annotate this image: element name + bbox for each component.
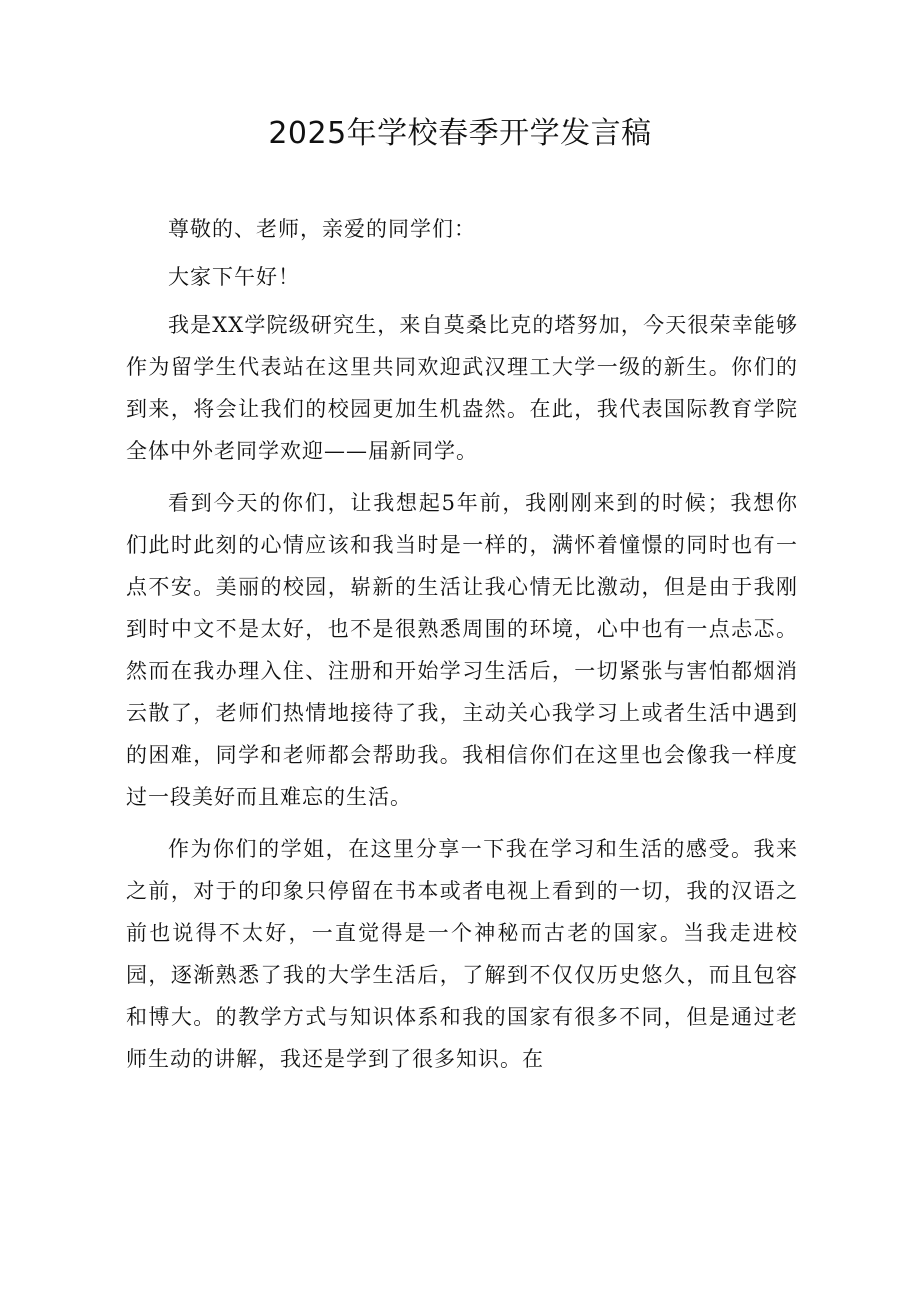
experience-paragraph: 作为你们的学姐，在这里分享一下我在学习和生活的感受。我来之前，对于的印象只停留在书本或者电视上看到的一切，我的汉语之前也说得不太好，一直觉得是一个神秘而古老的国家。当我走进校园，逐渐熟悉了我的大学生活后，了解到不仅仅历史悠久，而且包容和博大。的教学方式与知识体系和我的国家有很多不同，但是通过老师生动的讲解，我还是学到了很多知识。在 bbox=[126, 837, 798, 1071]
memory-paragraph: 看到今天的你们，让我想起5年前，我刚刚来到的时候；我想你们此时此刻的心情应该和我当时是一样的，满怀着憧憬的同时也有一点不安。美丽的校园，崭新的生活让我心情无比激动，但是由于我刚到时中文不是太好，也不是很熟悉周围的环境，心中也有一点忐忑。然而在我办理入住、注册和开始学习生活后，一切紧张与害怕都烟消云散了，老师们热情地接待了我，主动关心我学习上或者生活中遇到的困难，同学和老师都会帮助我。我相信你们在这里也会像我一样度过一段美好而且难忘的生活。 bbox=[126, 491, 798, 809]
document-title: 2025年学校春季开学发言稿 bbox=[268, 116, 652, 151]
salutation-paragraph: 尊敬的、老师，亲爱的同学们： bbox=[168, 217, 476, 241]
document-body bbox=[126, 208, 798, 1090]
introduction-paragraph: 我是XX学院级研究生，来自莫桑比克的塔努加，今天很荣幸能够作为留学生代表站在这里共同欢迎武汉理工大学一级的新生。你们的到来，将会让我们的校园更加生机盎然。在此，我代表国际教育学院全体中外老同学欢迎——届新同学。 bbox=[126, 313, 798, 463]
greeting-paragraph: 大家下午好！ bbox=[168, 265, 300, 289]
